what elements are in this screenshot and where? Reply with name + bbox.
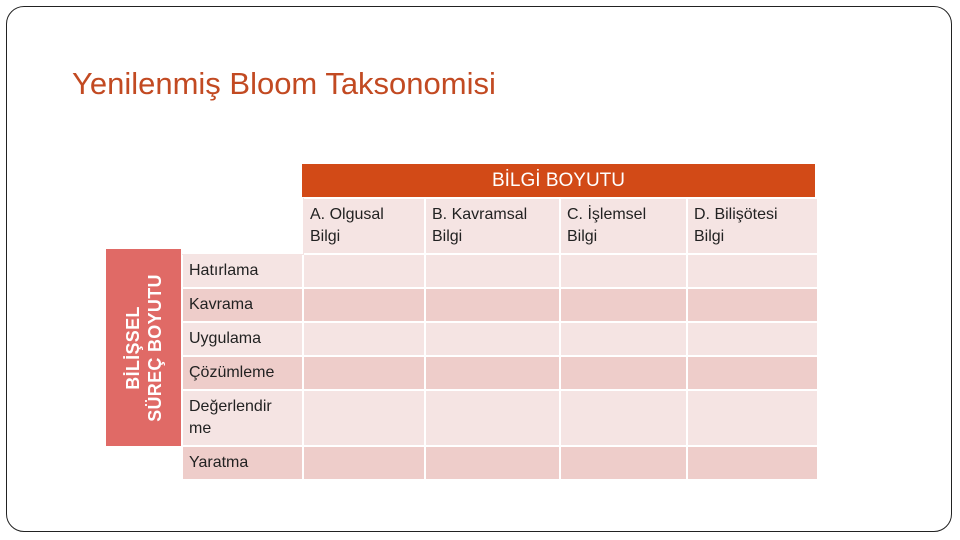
corner-cell [182,198,303,254]
table-cell [560,288,687,322]
table-cell [425,390,560,446]
table-row [182,322,818,356]
taxonomy-grid [181,197,819,481]
table-cell [687,446,818,480]
table-cell [425,446,560,480]
row-header-create: Yaratma [182,446,303,480]
table-cell [687,356,818,390]
table-cell [425,322,560,356]
table-cell [425,356,560,390]
slide-title: Yenilenmiş Bloom Taksonomisi [72,66,496,101]
table-cell [303,390,425,446]
table-cell [425,254,560,288]
table-cell [303,446,425,480]
row-header-analyze: Çözümleme [182,356,303,390]
table-cell [560,390,687,446]
table-row [182,356,818,390]
table-cell [303,254,425,288]
row-header-apply: Uygulama [182,322,303,356]
table-cell [303,356,425,390]
table-row [182,254,818,288]
table-cell [687,254,818,288]
cognitive-dimension-label [106,249,181,446]
table-row [182,446,818,480]
table-cell [560,446,687,480]
column-header-factual: A. Olgusal Bilgi [303,198,425,254]
column-header-procedural: C. İşlemsel Bilgi [560,198,687,254]
column-header-metacognitive: D. Bilişötesi Bilgi [687,198,818,254]
table-row [182,288,818,322]
table-cell [687,322,818,356]
table-cell [560,254,687,288]
table-cell [425,288,560,322]
table-row [182,390,818,446]
column-header-row [182,198,818,254]
row-header-remember: Hatırlama [182,254,303,288]
table-cell [560,322,687,356]
table-cell [687,390,818,446]
table-cell [303,288,425,322]
taxonomy-table [181,197,819,481]
row-header-understand: Kavrama [182,288,303,322]
knowledge-dimension-header: BİLGİ BOYUTU [302,164,815,197]
row-header-evaluate: Değerlendir me [182,390,303,446]
table-cell [560,356,687,390]
table-cell [303,322,425,356]
column-header-conceptual: B. Kavramsal Bilgi [425,198,560,254]
cognitive-dimension-text: BİLİŞSEL SÜREÇ BOYUTU [122,273,165,422]
table-cell [687,288,818,322]
